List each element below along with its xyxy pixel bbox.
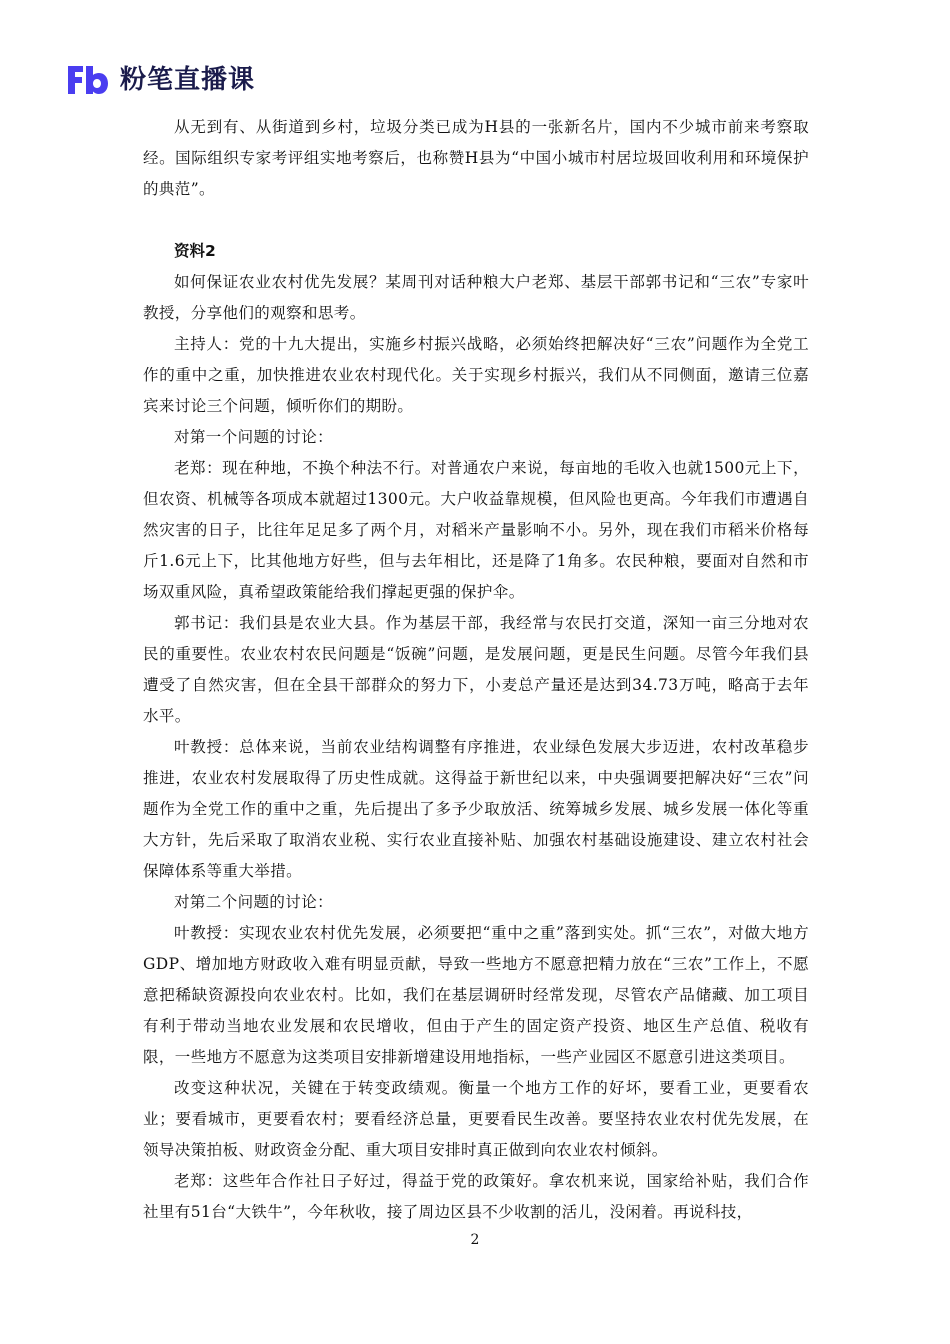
paragraph: 郭书记：我们县是农业大县。作为基层干部，我经常与农民打交道，深知一亩三分地对农民的重要性。农业农村农民问题是“饭碗”问题，是发展问题，更是民生问题。尽管今年我们县遭受了自然灾害，但在全县干部群众的努力下，小麦总产量还是达到34.73万吨，略高于去年水平。 [143,614,809,725]
paragraph: 老郑：现在种地，不换个种法不行。对普通农户来说，每亩地的毛收入也就1500元上下，但农资、机械等各项成本就超过1300元。大户收益靠规模，但风险也更高。今年我们市遭遇自然灾害的日子，比往年足足多了两个月，对稻米产量影响不小。另外，现在我们市稻米价格每斤1.6元上下，比其他地方好些，但与去年相比，还是降了1角多。农民种粮，要面对自然和市场双重风险，真希望政策能给我们撑起更强的保护伞。 [143,459,809,601]
paragraph: 对第一个问题的讨论： [174,428,334,446]
paragraph: 老郑：这些年合作社日子好过，得益于党的政策好。拿农机来说，国家给补贴，我们合作社里有51台“大铁牛”，今年秋收，接了周边区县不少收割的活儿，没闲着。再说科技， [143,1172,809,1221]
document-body [143,112,809,1228]
brand-logo [66,62,255,98]
paragraph: 对第二个问题的讨论： [174,893,334,911]
paragraph: 叶教授：总体来说，当前农业结构调整有序推进，农业绿色发展大步迈进，农村改革稳步推进，农业农村发展取得了历史性成就。这得益于新世纪以来，中央强调要把解决好“三农”问题作为全党工作的重中之重，先后提出了多予少取放活、统筹城乡发展、城乡发展一体化等重大方针，先后采取了取消农业税、实行农业直接补贴、加强农村基础设施建设、建立农村社会保障体系等重大举措。 [143,738,809,880]
paragraph: 如何保证农业农村优先发展？某周刊对话种粮大户老郑、基层干部郭书记和“三农”专家叶教授，分享他们的观察和思考。 [143,273,809,322]
fb-logo-icon [66,62,110,98]
paragraph: 叶教授：实现农业农村优先发展，必须要把“重中之重”落到实处。抓“三农”，对做大地方GDP、增加地方财政收入难有明显贡献，导致一些地方不愿意把精力放在“三农”工作上，不愿意把稀缺资源投向农业农村。比如，我们在基层调研时经常发现，尽管农产品储藏、加工项目有利于带动当地农业发展和农民增收，但由于产生的固定资产投资、地区生产总值、税收有限，一些地方不愿意为这类项目安排新增建设用地指标，一些产业园区不愿意引进这类项目。 [143,924,809,1066]
page-number: 2 [470,1232,480,1248]
logo-text: 粉笔直播课 [120,65,256,95]
paragraph: 改变这种状况，关键在于转变政绩观。衡量一个地方工作的好坏，要看工业，更要看农业；要看城市，更要看农村；要看经济总量，更要看民生改善。要坚持农业农村优先发展，在领导决策拍板、财政资金分配、重大项目安排时真正做到向农业农村倾斜。 [143,1079,809,1159]
paragraph: 从无到有、从街道到乡村，垃圾分类已成为H县的一张新名片，国内不少城市前来考察取经。国际组织专家考评组实地考察后，也称赞H县为“中国小城市村居垃圾回收利用和环境保护的典范”。 [143,118,809,198]
paragraph: 主持人：党的十九大提出，实施乡村振兴战略，必须始终把解决好“三农”问题作为全党工作的重中之重，加快推进农业农村现代化。关于实现乡村振兴，我们从不同侧面，邀请三位嘉宾来讨论三个问题，倾听你们的期盼。 [143,335,809,415]
section-title: 资料2 [174,242,216,260]
